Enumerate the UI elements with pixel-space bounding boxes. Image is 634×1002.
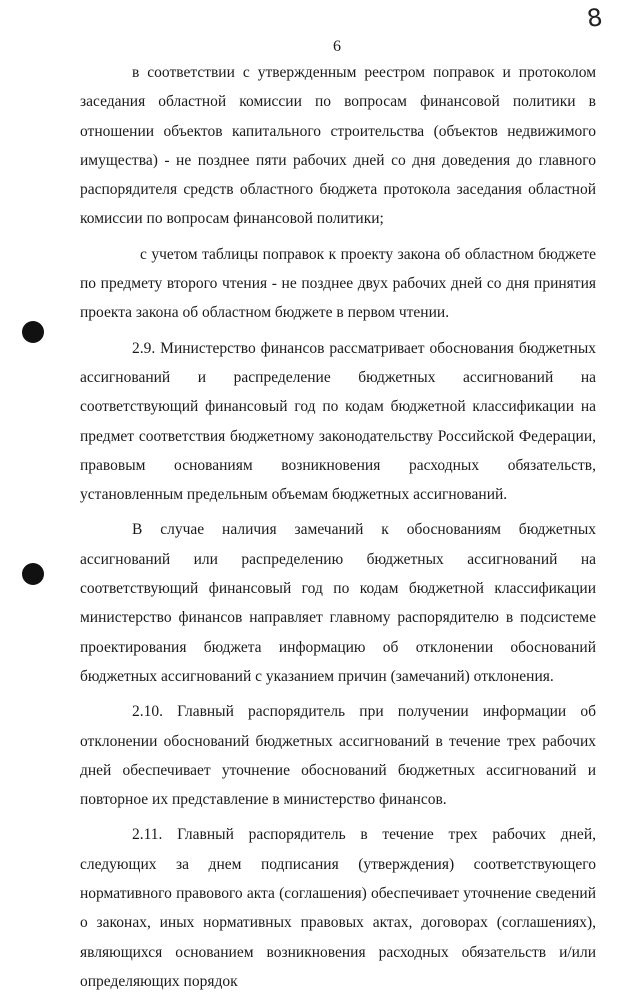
document-body [80, 58, 596, 1002]
paragraph-amendments-table: с учетом таблицы поправок к проекту закона об областном бюджете по предмету второго чтения - не позднее двух рабочих дней со дня принятия проекта закона об областном бюджете в первом чтении. [80, 245, 596, 322]
paragraph-2-11: 2.11. Главный распорядитель в течение трех рабочих дней, следующих за днем подписания (утверждения) соответствующего нормативного правового акта (соглашения) обеспечивает уточнение сведений о законах, иных нормативных правовых актах, договорах (соглашениях), являющихся основанием возникновения расходных обязательств и/или определяющих порядок [80, 826, 596, 990]
paragraph-2-10: 2.10. Главный распорядитель при получении информации об отклонении обоснований бюджетных ассигнований в течение трех рабочих дней обеспечивает уточнение обоснований бюджетных ассигнований и повторное их представление в министерство финансов. [80, 703, 596, 809]
page-number: 6 [333, 38, 341, 55]
paragraph-2-9: 2.9. Министерство финансов рассматривает обоснования бюджетных ассигнований и распределение бюджетных ассигнований на соответствующий финансовый год по кодам бюджетной классификации на предмет соответствия бюджетному законодательству Российской Федерации, правовым основаниям возникновения расходных обязательств, установленным предельным объемам бюджетных ассигнований. [80, 339, 596, 504]
punch-hole-bottom [22, 563, 44, 585]
paragraph-continuation: в соответствии с утвержденным реестром поправок и протоколом заседания областной комиссии по вопросам финансовой политики в отношении объектов капитального строительства (объектов недвижимого имущества) - не позднее пяти рабочих дней со дня доведения до главного распорядителя средств областного бюджета протокола заседания областной комиссии по вопросам финансовой политики; [80, 64, 596, 228]
handwritten-page-number: 8 [585, 3, 605, 33]
punch-hole-top [22, 321, 44, 343]
paragraph-remarks: В случае наличия замечаний к обоснованиям бюджетных ассигнований или распределению бюджетных ассигнований на соответствующий финансовый год по кодам бюджетной классификации министерство финансов направляет главному распорядителю в подсистеме проектирования бюджета информацию об отклонении обоснований бюджетных ассигнований с указанием причин (замечаний) отклонения. [80, 521, 596, 685]
